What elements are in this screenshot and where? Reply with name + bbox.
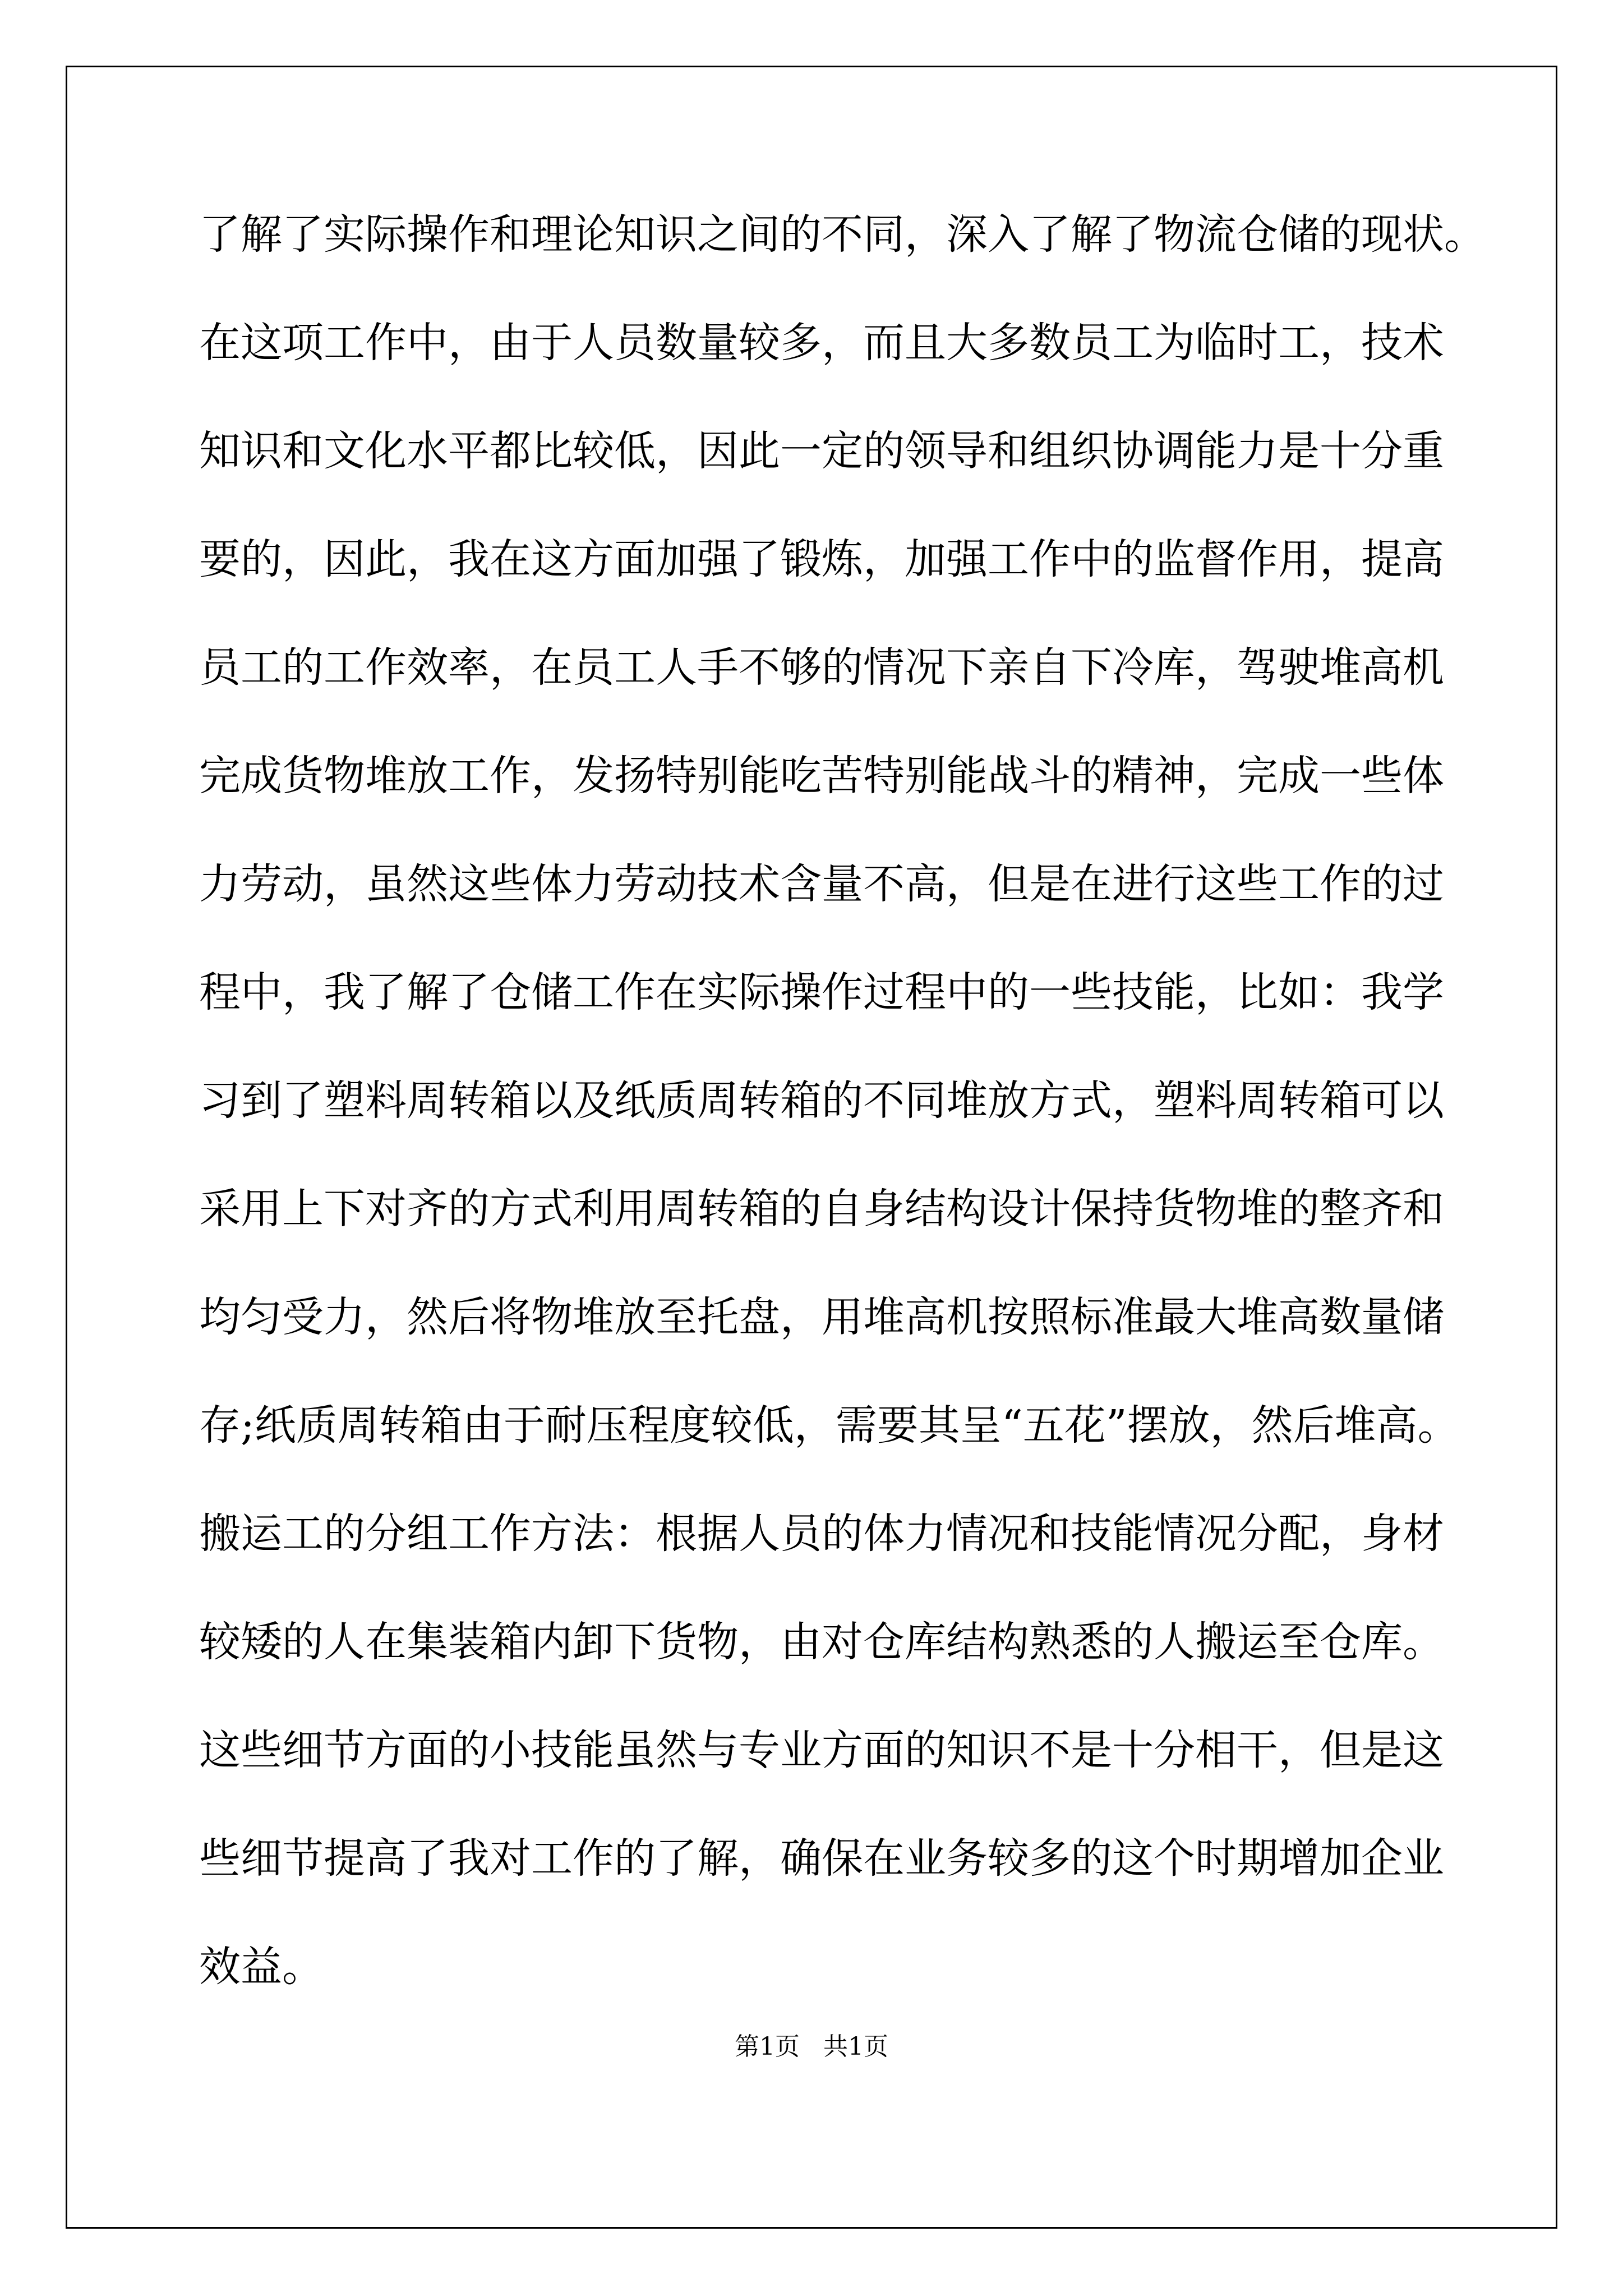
text-line: 在这项工作中，由于人员数量较多，而且大多数员工为临时工，技术	[199, 319, 1444, 367]
body-text	[199, 181, 1486, 2021]
text-line: 采用上下对齐的方式利用周转箱的自身结构设计保持货物堆的整齐和	[199, 1185, 1444, 1233]
text-line: 搬运工的分组工作方法：根据人员的体力情况和技能情况分配，身材	[199, 1510, 1444, 1558]
text-line: 均匀受力，然后将物堆放至托盘，用堆高机按照标准最大堆高数量储	[199, 1293, 1444, 1341]
text-line: 完成货物堆放工作，发扬特别能吃苦特别能战斗的精神，完成一些体	[199, 752, 1444, 800]
text-line: 了解了实际操作和理论知识之间的不同，深入了解了物流仓储的现状。	[199, 210, 1486, 259]
text-line: 较矮的人在集装箱内卸下货物，由对仓库结构熟悉的人搬运至仓库。	[199, 1618, 1444, 1666]
text-line: 效益。	[199, 1943, 324, 1991]
text-line: 力劳动，虽然这些体力劳动技术含量不高，但是在进行这些工作的过	[199, 860, 1444, 908]
text-line: 些细节提高了我对工作的了解，确保在业务较多的这个时期增加企业	[199, 1834, 1444, 1883]
text-line: 存;纸质周转箱由于耐压程度较低，需要其呈“五花”摆放，然后堆高。	[199, 1401, 1459, 1450]
text-line: 这些细节方面的小技能虽然与专业方面的知识不是十分相干，但是这	[199, 1726, 1444, 1774]
text-line: 员工的工作效率，在员工人手不够的情况下亲自下冷库，驾驶堆高机	[199, 643, 1444, 692]
page-number-footer: 第1页 共1页	[735, 2032, 888, 2061]
text-line: 知识和文化水平都比较低，因此一定的领导和组织协调能力是十分重	[199, 427, 1444, 475]
text-line: 程中，我了解了仓储工作在实际操作过程中的一些技能，比如：我学	[199, 968, 1444, 1016]
text-line: 要的，因此，我在这方面加强了锻炼，加强工作中的监督作用，提高	[199, 535, 1444, 583]
text-line: 习到了塑料周转箱以及纸质周转箱的不同堆放方式，塑料周转箱可以	[199, 1076, 1444, 1125]
